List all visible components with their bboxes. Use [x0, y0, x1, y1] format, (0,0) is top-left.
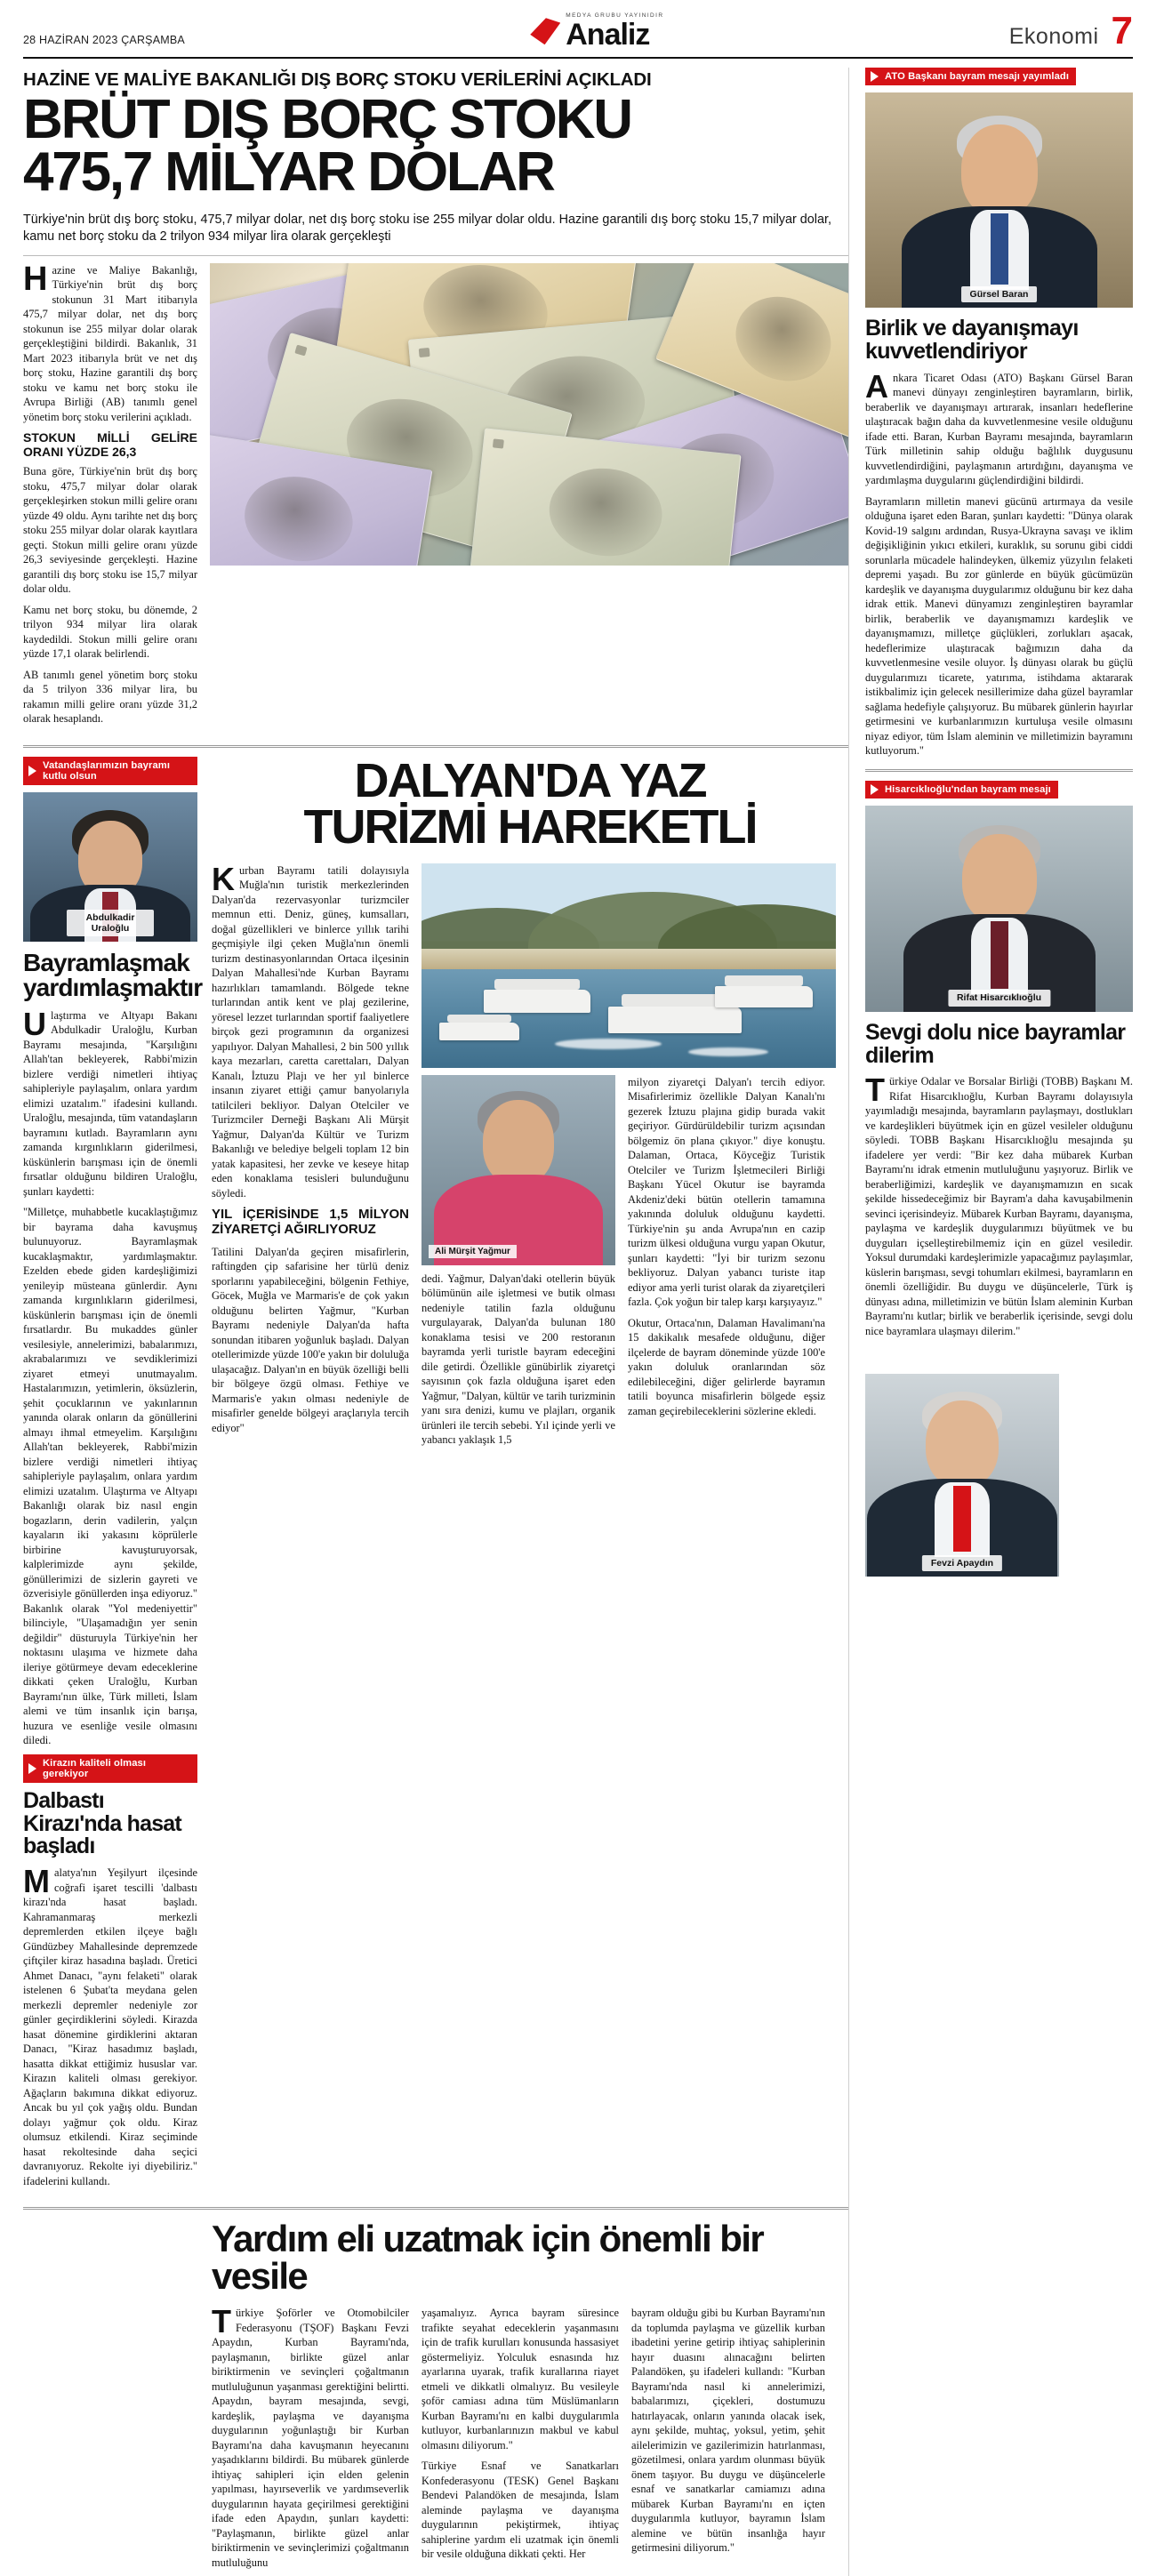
yardim-col-2 — [421, 2306, 619, 2576]
lead-headline — [23, 89, 848, 203]
uraloglu-tag-row — [23, 757, 197, 785]
hisarciklioglu-photo — [865, 806, 1133, 1012]
paragraph: dedi. Yağmur, Dalyan'daki otellerin büyük bölümünün aile işletmesi ve butik olması nedeniyle tatilin fazla olduğunu vurgulayarak, Dalyan'da bulunan 180 konaklama tesisi ve 200 restoranın bayramda yerli turistle bayram edeceğini dile getirdi. Özellikle günübirlik ziyaretçi sayısının çok fazla olduğuna işaret eden Yağmur, "Dalyan, kültür ve tarih turizminin yanı sıra denizi, kumu ve plajları, organik ürünleri ile tercih sebebi. Yıl içinde yerli ve yabancı yaklaşık 1,5 — [421, 1272, 615, 1446]
mid-divider — [23, 745, 848, 748]
lead-paragraph: Buna göre, Türkiye'nin brüt dış borç stoku, 475,7 milyar dolar olarak gerçekleşirken stokun milli gelire oranı yüzde 49 oldu. Aynı tarihte net dış borç stoku 255 milyar dolar olarak kayıtlara geçti. Stokun milli gelire oranı yüzde 26,3 seviyesinde gerçekleşti. Hazine garantili dış borç stoku ise 15,7 milyar dolar oldu. — [23, 465, 197, 596]
publication-date: 28 HAZİRAN 2023 ÇARŞAMBA — [23, 34, 185, 46]
baran-tag-row — [865, 68, 1133, 85]
right-column — [848, 68, 1133, 2576]
hisarciklioglu-tag-row — [865, 781, 1133, 798]
dalyan-right-block — [421, 863, 836, 1454]
section-name: Ekonomi — [1008, 24, 1099, 49]
bottom-spacer — [23, 2219, 197, 2576]
kiraz-headline: Dalbastı Kirazı'nda hasat başladı — [23, 1787, 181, 1859]
lead-headline-line1: BRÜT DIŞ BORÇ STOKU — [23, 89, 631, 150]
kiraz-tag: Kirazın kaliteli olması gerekiyor — [23, 1754, 197, 1783]
dalyan-pullquote: YIL İÇERİSİNDE 1,5 MİLYON ZİYARETÇİ AĞIRLIYORUZ — [212, 1207, 409, 1238]
masthead — [23, 0, 1133, 52]
yardim-columns — [212, 2303, 848, 2576]
paragraph: Türkiye Esnaf ve Sanatkarları Konfederasyonu (TESK) Genel Başkanı Bendevi Palandöken de mesajında, İslam aleminde paylaşma ve dayanışma duygularının pekiştirmek, ihtiyaç sahiplerine yardım eli uzatmak için önemli bir vesile olduğuna dikkati çekti. Her — [421, 2460, 619, 2561]
uraloglu-photo — [23, 792, 197, 942]
dalyan-portrait-col — [421, 1075, 615, 1454]
hisarciklioglu-text — [865, 1071, 1133, 1338]
paragraph: milyon ziyaretçi Dalyan'ı tercih ediyor. Misafirlerimiz özellikle Dalyan Kanalı'nı gezerek İztuzu plajına gidip burada vakit geçiriyor. Gürdürüldebilir turizm açısından bölgemiz ön plana çıkıyor." diye konuştu. Dalaman, Ortaca, Köyceğiz Turistik Otelciler ve Turizm İşletmecileri Birliği Başkanı Yücel Okutur ise bayramda Akdeniz'deki bütün otellerin tamamına yakınında doluluk olduğunu kaydetti. Türkiye'nin şu anda Avrupa'nın en cazip turizm ülkesi olduğuna vurgu yapan Okutur, şunları kaydetti: "İyi bir turizm sezonu bekliyoruz. Dalyan yabancı turiste itap ediyor ama yerli turist olarak da ziyaretçileri fazla. Çok yoğun bir talep karşı karşıyayız." — [628, 1075, 825, 1308]
paragraph: Bayramların milletin manevi gücünü artırmaya da vesile olduğuna işaret eden Baran, şunları kaydetti: "Dünya olarak Kovid-19 salgını ardından, Rusya-Ukrayna savaşı ve iklim değişikliğinin yıkıcı etkileri, kuraklık, su sorunu gibi ciddi sorunlarla mücadele halindeyken, ülkemiz yüzyılın felaketi depremi yaşadı. Bu zor günlerde en büyük gücümüzün kardeşlik ve dayanışma duygularımız olduğunu bir kez daha idrak ettik. Manevi dünyamızı zenginleştiren bayramlar birlik, beraberlik ve dayanışmamızı kardeşlik ve dayanışmamızı, milletçe güçlükleri, zorlukları aşacak, hedeflerimize ulaştıracak bağımızın daha da kuvvetlenmesine vesile oluyor. İş dünyası olarak bu güçlü duygularımızı ticarete, yatırıma, istihdama aktararak istikbalimiz için gelecek nesillerimize daha güzel bayramlar sağlama hedefiyle çalışıyoruz. Bu mübarek günlerin hayırlar getirmesini ve kurbanlarımızın kurtuluşa vesile olmasını niyaz ediyor, tüm İslam aleminin ve milletimizin bayramını kutluyorum." — [865, 494, 1133, 757]
play-triangle-icon — [871, 784, 879, 795]
apaydin-name-caption: Fevzi Apaydın — [922, 1555, 1002, 1571]
analiz-logo — [530, 13, 663, 52]
dalyan-col-1 — [212, 860, 409, 1454]
yardim-col-3 — [631, 2306, 825, 2576]
lead-kicker: HAZİNE VE MALİYE BAKANLIĞI DIŞ BORÇ STOKU VERİLERİNİ AÇIKLADI — [23, 69, 652, 90]
play-triangle-icon — [28, 766, 36, 776]
dalyan-landscape-photo — [421, 863, 836, 1068]
lead-paragraph: Kamu net borç stoku, bu dönemde, 2 trilyon 934 milyar lira olarak kaydedildi. Stokun milli gelire oranı yüzde 17,1 olarak belirlendi. — [23, 603, 197, 661]
paragraph: Ulaştırma ve Altyapı Bakanı Abdulkadir Uraloğlu, Kurban Bayramı mesajında, "Karşılığını Allah'tan bekleyerek, Rabbi'mizin bizlere verdiği nimetleri ihtiyaç sahipleriyle paylaşalım, onlara yardım elimizi uzatalım." ifadesini kullandı. Uraloğlu, mesajında, tüm vatandaşların bayramını kutladı. Bayramların aynı zamanda kırgınlıkların giderilmesi, küskünlerin barışması için de önemli fırsatlar olduğunu bildiren Uraloğlu, şunları kaydetti: — [23, 1005, 197, 1198]
paragraph: Türkiye Şoförler ve Otomobilciler Federasyonu (TŞOF) Başkanı Fevzi Apaydın, Kurban Bayramı'nda, paylaşmanın, birlikte güzel anlar biriktirmenin ve sevinçleri çoğaltmanın mutluluğunun yaşanması gerektiğini belirtti. Apaydın, bayram mesajında, sevgi, kardeşlik, paylaşma ve dayanışma duygularının yoğunlaştığı bir Kurban Bayramı'na daha kavuşmanın heyecanını yaşadıklarını bildirdi. Bu mübarek günlerde ihtiyaç sahipleri için elden gelenin yapılması, hayırseverlik ve yardımseverlik duygularının hayata geçirilmesi gerektiğini ifade eden Apaydın, şunları kaydetti: "Paylaşmanın, birlikte güzel anlar biriktirmenin ve sevinçlerimizi çoğaltmanın mutluluğunu — [212, 2303, 409, 2569]
dalyan-headline-line2: TURİZMİ HAREKETLİ — [303, 799, 757, 854]
uraloglu-column — [23, 757, 203, 2195]
mid-band — [23, 753, 848, 2195]
paragraph: Ankara Ticaret Odası (ATO) Başkanı Gürsel Baran manevi dünyayı zenginleştiren bayramların, birlik, beraberlik ve dayanışmayı artırarak, insanları hedeflerine ulaştıracak bağın daha da kuvvetlenmesine vesile olduğunu ifade etti. Baran, Kurban Bayramı mesajında, bayramların Türk milletinin sahip olduğu bağlılık duygusunu kuvvetlendirdiğini, paylaşmanın artırdığını, dayanışma ve yardımlaşma duygularını güçlendirdiğini bildirdi. — [865, 367, 1133, 486]
main-column — [23, 68, 848, 2576]
baran-headline: Birlik ve dayanışmayı kuvvetlendiriyor — [865, 316, 1079, 365]
paragraph: "Milletçe, muhabbetle kucaklaştığımız bir bayrama daha kavuşmuş bulunuyoruz. Bayramlaşmak kucaklaşmaktır, yardımlaşmaktır. Ezelden ebede giden kardeşliğimizi yenileyip müsteana günlerdir. Aynı zamanda kırgınlıkların giderilmesi, küskünlerin barışması için de önemli fırsatlardır. Bu mukaddes günler vesilesiyle, annelerimizi, babalarımızı, akrabalarımızı ve sevdiklerimizi ziyaret etmeyi unutmayalım. Hastalarımızın, yetimlerin, öksüzlerin, şehit çocuklarının ve yakınlarının yanında olarak onların da gönüllerini almayı ihmal etmeyelim. Karşılığını Allah'tan bekleyerek, Rabbi'mizin bizlere verdiği nimetleri ihtiyaç sahipleriyle paylaşalım, onlara yardım elimizi uzatalım. Ulaştırma ve Altyapı Bakanlığı olarak biz nasıl engin bogazların, derin vadilerin, yalçın kayaların iki yakasını köprülerle birbirine kavuşturuyorsak, kalplerimizde aynı şekilde, gönüllerimizi de sizlerin gayreti ve özverisiyle gönüllerden inşa ediyoruz." Bakanlık olarak "Yol medeniyettir" bilinciyle, "Ulaşamadığın yer senin değildir" düsturuyla Türkiye'nin her noktasını ulaşıma ve hizmete daha ileriye götürmeye devam edeceklerine dikkati çeken Uraloğlu, Kurban Bayramı'nın ülke, Türk milleti, İslam alemi ve tüm insanlık için barışa, huzura ve esenliğe vesile olmasını diledi. — [23, 1206, 197, 1747]
baran-text — [865, 367, 1133, 758]
bottom-divider — [23, 2207, 848, 2210]
paragraph: yaşamalıyız. Ayrıca bayram süresince trafikte seyahat edeceklerin yaşanmasını için de trafik kurulları konusunda hassasiyet göstermeliyiz. Yolculuk esnasında hız ayarlarına uyarak, trafik kurallarına riayet etmeli ve dikkatli olmalıyız. Bu vesileyle şoför camiası adına tüm Müslümanların Kurban Bayramı'nı en kalbi duygularımla kutluyor, kurbanlarınızın makbul ve kabul olmasını diliyorum." — [421, 2307, 619, 2452]
play-triangle-icon — [28, 1763, 36, 1774]
page-body — [23, 68, 1133, 2576]
kiraz-tag-row — [23, 1754, 197, 1783]
paragraph: Tatilini Dalyan'da geçiren misafirlerin, raftingden çip safarisine her türlü deniz sporlarını yapabileceğini, bölgenin Fethiye, Göcek, Muğla ve Marmaris'e de çok yakın olduğunu belirten Yağmur, "Kurban Bayramı nedeniyle Dalyan'da hafta sonundan itibaren yoğunluk başladı. Dalyan otellerimizde yüzde 100'e yakın bir doluluğa ulaşacağız. Dalyan'ın en büyük özelliği belli bir bölgeye özgü olması. Fethiye ve Marmaris'e yakın olması nedeniyle de misafirler genelde bölgeyi araçlarıyla tercih ediyor" — [212, 1245, 409, 1434]
section-indicator — [1008, 9, 1133, 52]
dalyan-col-3 — [421, 1272, 615, 1448]
play-triangle-icon — [871, 71, 879, 82]
uraloglu-tag: Vatandaşlarımızın bayramı kutlu olsun — [23, 757, 197, 785]
currency-photo — [210, 263, 848, 566]
paragraph: Kurban Bayramı tatili dolayısıyla Muğla'nın turistik merkezlerinden Dalyan'da rezervasyonlar turizmciler memnun etti. Deniz, güneş, kumsalları, doğal güzellikleri ve binlerce yıllık tarihi geçmişiyle ilgi çeken Muğla'nın önemli turizm destinasyonlarından Ortaca ilçesinin Dalyan Mahallesi'nde Kurban Bayramı hazırlıkları tamamlandı. Bölgede tekne turlarından antik kent ve plaj gezilerine, yöresel lezzet turlarından sportif faaliyetlere birçok gezi programının da organizesi yapılıyor. Dalyan Mahallesi, 2 bin 500 yıllık kaya mezarları, caretta carettaları, Dalyan Kanalı, İztuzu Plajı ve her yıl binlerce insanın ziyaret ettiği çamur banyolarıyla tatilcileri bekliyor. Dalyan Otelciler ve Turizmciler Derneği Başkanı Ali Mürşit Yağmur, Dalyan'da Kültür ve Turizm Bakanlığı ve belediye belgeli toplam 12 bin yatak kapasitesi, her zevke ve keseye hitap eden konaklama tesisleri bulunduğunu söyledi. — [212, 860, 409, 1200]
hisarciklioglu-headline: Sevgi dolu nice bayramlar dilerim — [865, 1019, 1126, 1068]
hisarciklioglu-tag: Hisarcıklıoğlu'ndan bayram mesajı — [865, 781, 1058, 798]
baran-tag: ATO Başkanı bayram mesajı yayımladı — [865, 68, 1076, 85]
yardim-col-1 — [212, 2303, 409, 2576]
paragraph: bayram olduğu gibi bu Kurban Bayramı'nın da toplumda paylaşma ve güzellik kurban ibadetini yerine getirip ihtiyaç sahiplerinin hayır duasını alınacağını belirten Palandöken, şu ifadeleri kullandı: "Kurban Bayramı'nda nasıl ki annelerimizi, babalarımızı, çiçekleri, dostumuzu hatırlayacak, onların yanında olacak isek, aynı şekilde, muhtaç, yoksul, yetim, şehit ailelerimizin ve gazilerimizin hatırlanması, gözetilmesi, onlara yardım olunması büyük önem taşıyor. Bu duygu ve düşüncelerle esnaf ve sanatkarlar camiamızı adına mübarek Kurban Bayramı'nı en içten duygularımla kutluyor, bayramın İslam alemine ve bütün insanlığa hayır getirmesini diliyorum." — [631, 2307, 825, 2555]
dalyan-col-4 — [628, 1075, 825, 1454]
brand-subtitle: MEDYA GRUBU YAYINIDIR — [566, 12, 664, 19]
apaydin-photo — [865, 1374, 1059, 1577]
lead-text-column — [23, 260, 197, 733]
uraloglu-name-caption: Abdulkadir Uraloğlu — [67, 910, 154, 936]
paragraph: Malatya'nın Yeşilyurt ilçesinde coğrafi işaret tescilli 'dalbastı kirazı'nda hasat başladı. Kahramanmaraş merkezli depremlerden etkilen ilçeye bağlı Gündüzbey Mahallesinde depremzede çiftçiler kiraz hasadına başladı. Üretici Ahmet Danacı, "aynı felaketi" olarak istelenen 6 Şubat'ta meydana gelen merkezli depremler nedeniyle zor günler geçirdiklerini söyledi. Kirazda hasat dönemine girdiklerini aktaran Danacı, "Kiraz hasadımız başladı, hasatta dikkat ettiğimiz hususlar var. Kirazın kaliteli olması gerekiyor. Ağaçların bakımına dikkat ediyoruz. Ancak bu yıl çok yağış oldu. Bundan dolayı yağmur çok oldu. Kiraz olumsuz etkilendi. Kiraz seçiminde hasat rekoltesinde daha seçici davranıyoruz. Rekolte iyi diyebiliriz." ifadelerini kullandı. — [23, 1863, 197, 2187]
yagmur-caption: Ali Mürşit Yağmur — [429, 1245, 517, 1258]
paragraph: Türkiye Odalar ve Borsalar Birliği (TOBB) Başkanı M. Rifat Hisarcıklıoğlu, Kurban Bayramı dolayısıyla yayımladığı mesajında, bayramların paylaşmayı, dostlukları ve kardeşlikleri büyütmek için en güzel vesileler olduğunu söyledi. TOBB Başkanı Hisarcıklıoğlu mesajında şu ifadelere yer verdi: "Bir kez daha mübarek Kurban Bayramı'nı idrak etmenin mutluluğunu yaşıyoruz. Birlik ve beraberliğimizi, kardeşlik ve dayanışmamızın en sıcak şekilde hissedeceğimiz bir Bayram'a daha kavuşabilmenin sevinci içerisindeyiz. Mübarek Kurban Bayramı, dayanışma, paylaşma ve kardeşlik duygularımızı büyütmek ve bu duyguları içselleştirebilmemiz için en güzel vesiledir. Yoksul durumdaki kardeşlerimizle yapacağımız paylaşımlar, küslerin barışması, sevgi tohumları ekilmesi, bayramların en önemli özelliğidir. Bu duygu ve düşüncelerle, Türk iş dünyası adına, milletimizin ve bütün İslam aleminin Kurban Bayramı'nı kutlar; birlik ve beraberlik içerisinde, sevgi dolu nice bayramlara ulaşmayı dilerim." — [865, 1071, 1133, 1337]
yardim-headline: Yardım eli uzatmak için önemli bir vesile — [212, 2218, 764, 2298]
dalyan-columns — [212, 860, 848, 1454]
uraloglu-headline: Bayramlaşmak yardımlaşmaktır — [23, 948, 203, 1002]
dalyan-lower-row — [421, 1075, 836, 1454]
uraloglu-text — [23, 1005, 197, 1748]
page-number: 7 — [1111, 9, 1133, 52]
lead-headline-line2: 475,7 MİLYAR DOLAR — [23, 140, 554, 203]
dalyan-headline — [212, 753, 848, 854]
dalyan-article — [212, 753, 848, 2195]
yardim-article — [212, 2219, 848, 2576]
dalyan-headline-line1: DALYAN'DA YAZ — [354, 753, 706, 807]
yagmur-photo — [421, 1075, 615, 1265]
brand-name: MEDYA GRUBU YAYINIDIR Analiz — [566, 12, 664, 52]
baran-name-caption: Gürsel Baran — [961, 286, 1038, 302]
lead-subhead: STOKUN MİLLİ GELİRE ORANI YÜZDE 26,3 — [23, 430, 197, 460]
right-divider — [865, 769, 1133, 772]
bottom-band — [23, 2219, 848, 2576]
logo-swoosh-icon — [530, 18, 560, 44]
hisarciklioglu-name-caption: Rifat Hisarcıklıoğlu — [948, 990, 1050, 1006]
baran-photo — [865, 92, 1133, 308]
kiraz-text — [23, 1863, 197, 2188]
lead-rule — [23, 255, 848, 256]
lead-paragraph: AB tanımlı genel yönetim borç stoku da 5 trilyon 336 milyar lira, bu rakamın milli gelire oranı yüzde 31,2 olarak hesaplandı. — [23, 668, 197, 726]
lead-article-area — [23, 260, 848, 733]
lead-paragraph: Hazine ve Maliye Bakanlığı, Türkiye'nin brüt dış borç stokunun 31 Mart itibarıyla 475,7 milyar dolar, net dış borç stokunun ise 255 milyar dolar olarak gerçekleştiğini bildirdi. Bakanlık, 31 Mart 2023 itibarıyla brüt ve net dış borç stoku, Hazine garantili dış borç stoku ve kamu net borç stoku ile Avrupa Birliği (AB) tanımlı genel yönetim borç stoku verilerini açıkladı. — [23, 260, 197, 423]
money-illustration — [210, 263, 848, 566]
paragraph: Okutur, Ortaca'nın, Dalaman Havalimanı'na 15 dakikalık mesafede olduğunu, diğer ilçelerde de bayram döneminde yüzde 100'e yakın doluluk oranlarından söz edilebileceğini, diğer gelirlerde bayramın tatili boyunca misafirlerin bölgede eşsiz zaman geçirebileceklerini sözlerine ekledi. — [628, 1316, 825, 1417]
lead-summary: Türkiye'nin brüt dış borç stoku, 475,7 milyar dolar, net dış borç stoku ise 255 milyar dolar oldu. Hazine garantili dış borç stoku 15,7 milyar dolar, kamu net borç stoku da 2 trilyon 934 milyar lira olarak gerçekleşti — [23, 212, 831, 245]
masthead-rule — [23, 57, 1133, 59]
